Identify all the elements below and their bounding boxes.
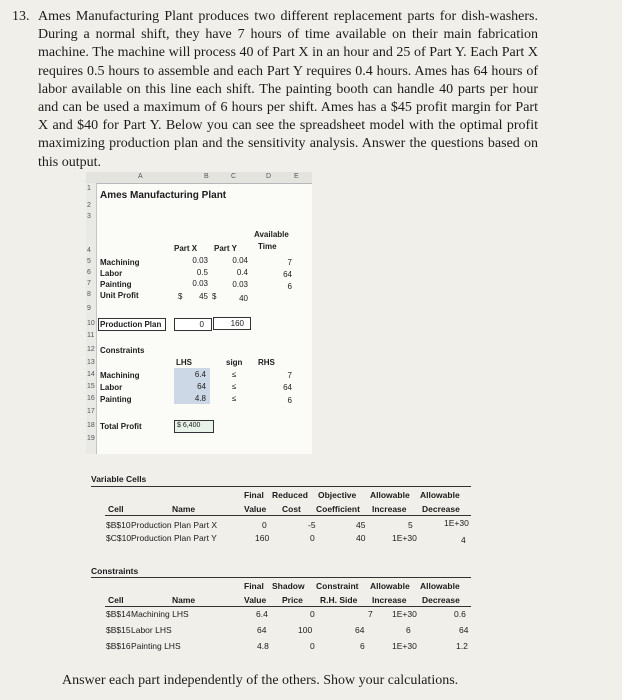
shadow-price: 100 [298, 625, 313, 635]
allowable-decrease: 1E+30 [444, 518, 469, 528]
cell-name: Production Plan Part Y [131, 533, 217, 543]
row-number: 5 [87, 258, 91, 265]
objective-coef: 45 [356, 520, 366, 530]
allowable-decrease: 64 [459, 625, 469, 635]
row-number: 11 [87, 332, 95, 339]
available-time: 64 [283, 270, 292, 279]
allowable-increase: 5 [408, 520, 413, 530]
allowable-decrease: 4 [461, 535, 466, 545]
production-plan-label: Production Plan [100, 320, 162, 329]
col-letter-b: B [204, 173, 209, 180]
cell-ref: $B$14 [106, 609, 131, 619]
header-objective: Objective [318, 490, 357, 500]
time-header: Time [258, 242, 277, 251]
row-number: 15 [87, 383, 95, 390]
row-number: 1 [87, 185, 91, 192]
row-number: 16 [87, 395, 95, 402]
header-allowable: Allowable [420, 581, 460, 591]
cell-ref: $B$10 [106, 520, 131, 530]
allowable-decrease: 1.2 [456, 641, 468, 651]
constraint-lhs: 4.8 [194, 394, 206, 403]
header-name: Name [172, 595, 196, 605]
lhs-header: LHS [176, 358, 192, 367]
coef-y: 0.4 [236, 268, 248, 277]
part-x-header: Part X [174, 244, 198, 253]
row-number: 13 [87, 359, 95, 366]
reduced-cost: -5 [308, 520, 316, 530]
allowable-increase: 1E+30 [392, 641, 417, 651]
variable-cells-label: Variable Cells [91, 474, 147, 484]
row-number: 4 [87, 247, 91, 254]
available-header: Available [254, 230, 289, 239]
constraint-sign: ≤ [232, 382, 237, 391]
constraint-lhs: 64 [197, 382, 206, 391]
row-label: Machining [100, 258, 140, 267]
header-final: Final [244, 581, 264, 591]
header-increase: Increase [372, 595, 407, 605]
shadow-price: 0 [310, 641, 315, 651]
rhs-value: 7 [368, 609, 373, 619]
row-label: Unit Profit [100, 291, 139, 300]
rhs-value: 6 [360, 641, 365, 651]
section-rule [91, 577, 471, 578]
header-rule [105, 606, 471, 607]
question-body: Ames Manufacturing Plant produces two different replacement parts for dish-washers. During a normal shift, they have 7 hours of time available on their main fabrication machine. The machine will process 40 of Part X in an hour and 25 of Part Y. Each Part X requires 0.5 hours to assemble and each Part Y requires 0.4 hours. Ames has 64 hours of labor available on this line each shift. The painting booth can handle 40 parts per hour and can be used a maximum of 6 hours per shift. Ames has a $45 profit margin for Part X and $40 for Part Y. Below you can see the spreadsheet model with the optimal profit maximizing production plan and the sensitivity analysis. Answer the questions based on this output. [38, 9, 538, 170]
production-y: 160 [230, 319, 244, 328]
final-value: 6.4 [256, 609, 268, 619]
row-label: Labor [100, 269, 123, 278]
available-time: 7 [287, 258, 292, 267]
currency-sign: $ [212, 292, 217, 301]
shadow-price: 0 [310, 609, 315, 619]
header-cell: Cell [108, 504, 124, 514]
header-coefficient: Coefficient [316, 504, 360, 514]
constraints-label: Constraints [100, 346, 145, 355]
profit-y: 40 [239, 294, 248, 303]
final-value: 4.8 [257, 641, 269, 651]
constraints-section-label: Constraints [91, 566, 139, 576]
final-value: 64 [257, 625, 267, 635]
row-number: 12 [87, 346, 95, 353]
constraint-sign: ≤ [232, 394, 237, 403]
row-number: 2 [87, 202, 91, 209]
cell-name: Production Plan Part X [131, 520, 217, 530]
cell-name: Painting LHS [131, 641, 181, 651]
header-constraint: Constraint [316, 581, 359, 591]
col-letter-d: D [266, 173, 272, 180]
header-rule [105, 515, 471, 516]
header-value: Value [244, 504, 267, 514]
final-value: 0 [262, 520, 267, 530]
cell-name: Labor LHS [131, 625, 172, 635]
header-allowable: Allowable [370, 490, 410, 500]
header-allowable: Allowable [420, 490, 460, 500]
header-cost: Cost [282, 504, 301, 514]
row-number: 8 [87, 291, 91, 298]
cell-ref: $C$10 [106, 533, 132, 543]
coef-y: 0.03 [232, 280, 248, 289]
cell-name: Machining LHS [131, 609, 189, 619]
col-letter-e: E [294, 173, 299, 180]
constraint-rhs: 64 [283, 383, 292, 392]
question-number: 13. [12, 9, 30, 24]
cell-ref: $B$15 [106, 625, 131, 635]
constraint-label: Painting [100, 395, 132, 404]
header-name: Name [172, 504, 196, 514]
part-y-header: Part Y [214, 244, 237, 253]
header-rh-side: R.H. Side [320, 595, 358, 605]
constraint-label: Machining [100, 371, 140, 380]
header-value: Value [244, 595, 267, 605]
currency-sign: $ [178, 292, 183, 301]
header-shadow: Shadow [272, 581, 305, 591]
constraint-label: Labor [100, 383, 123, 392]
allowable-decrease: 0.6 [454, 609, 466, 619]
profit-x: 45 [199, 292, 208, 301]
header-allowable: Allowable [370, 581, 410, 591]
row-number: 14 [87, 371, 95, 378]
row-number: 7 [87, 280, 91, 287]
header-decrease: Decrease [422, 504, 460, 514]
coef-x: 0.5 [196, 268, 208, 277]
coef-y: 0.04 [232, 256, 248, 265]
col-letter-c: C [231, 173, 237, 180]
constraint-sign: ≤ [232, 370, 237, 379]
row-number: 10 [87, 320, 95, 327]
row-number: 19 [87, 435, 95, 442]
row-number: 18 [87, 422, 95, 429]
col-letter-a: A [138, 173, 143, 180]
cell-ref: $B$16 [106, 641, 131, 651]
header-final: Final [244, 490, 264, 500]
footer-instruction: Answer each part independently of the others. Show your calculations. [62, 673, 459, 688]
total-profit-value: $ 6,400 [177, 422, 201, 429]
allowable-increase: 6 [406, 625, 411, 635]
total-profit-label: Total Profit [100, 422, 142, 431]
production-x: 0 [199, 320, 204, 329]
constraint-rhs: 7 [287, 371, 292, 380]
rhs-value: 64 [355, 625, 365, 635]
coef-x: 0.03 [192, 279, 208, 288]
sign-header: sign [226, 358, 243, 367]
header-decrease: Decrease [422, 595, 460, 605]
final-value: 160 [255, 533, 270, 543]
header-price: Price [282, 595, 303, 605]
header-reduced: Reduced [272, 490, 308, 500]
objective-coef: 40 [356, 533, 366, 543]
section-rule [91, 486, 471, 487]
constraint-rhs: 6 [287, 396, 292, 405]
available-time: 6 [287, 282, 292, 291]
row-number: 9 [87, 305, 91, 312]
rhs-header: RHS [258, 358, 275, 367]
coef-x: 0.03 [192, 256, 208, 265]
reduced-cost: 0 [310, 533, 315, 543]
header-cell: Cell [108, 595, 124, 605]
row-number: 6 [87, 269, 91, 276]
header-increase: Increase [372, 504, 407, 514]
allowable-increase: 1E+30 [392, 609, 417, 619]
constraint-lhs: 6.4 [194, 370, 206, 379]
row-number: 3 [87, 213, 91, 220]
row-number: 17 [87, 408, 95, 415]
model-title: Ames Manufacturing Plant [100, 190, 227, 201]
allowable-increase: 1E+30 [392, 533, 417, 543]
row-label: Painting [100, 280, 132, 289]
